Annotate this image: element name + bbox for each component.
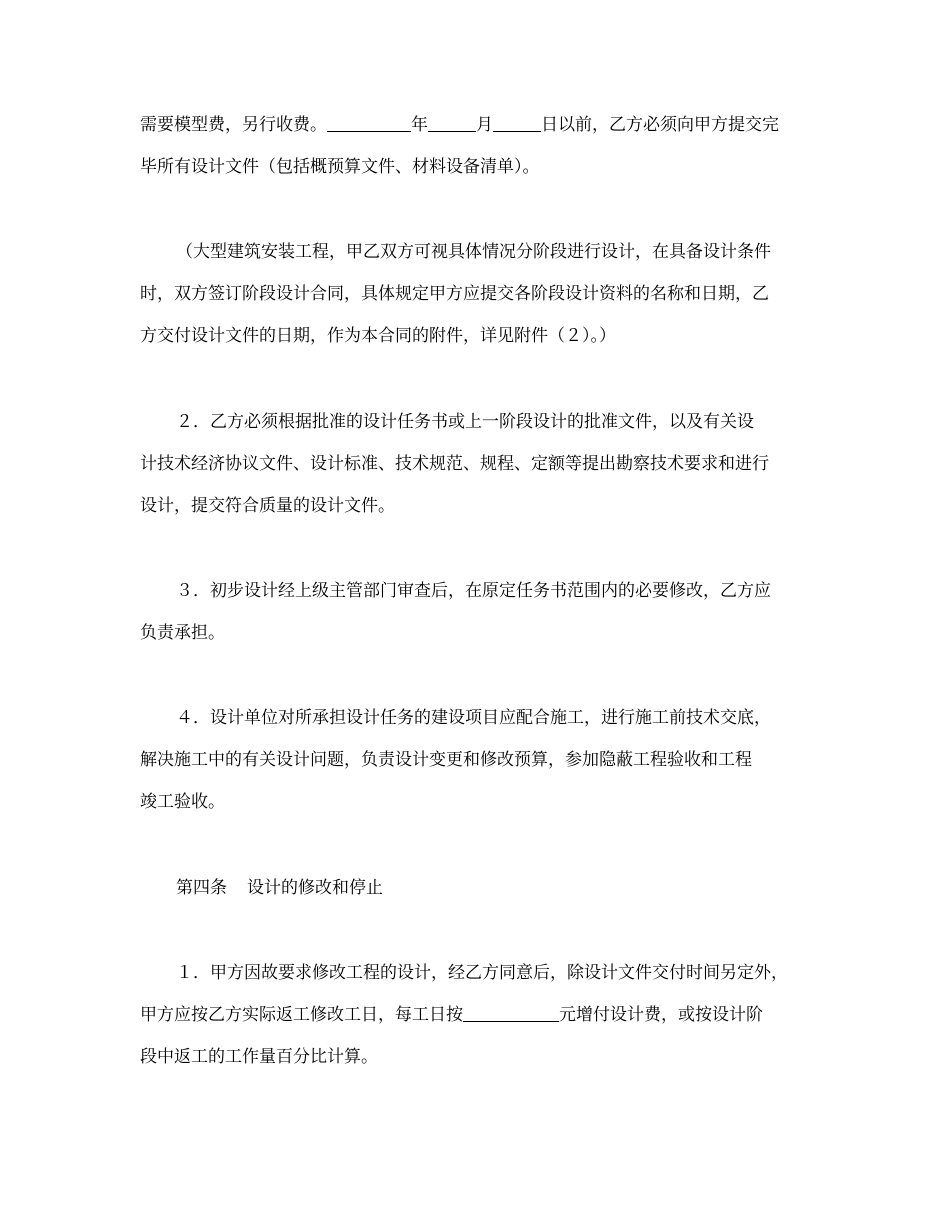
- paragraph-deadline: [140, 104, 820, 188]
- text-segment: 需要模型费，另行收费。: [140, 115, 327, 135]
- text-segment: 甲方应按乙方实际返工修改工日，每工日按: [140, 1005, 463, 1025]
- text-line: ２．乙方必须根据批准的设计任务书或上一阶段设计的批准文件，以及有关设: [176, 412, 754, 432]
- text-line: ３．初步设计经上级主管部门审查后，在原定任务书范围内的必要修改，乙方应: [176, 581, 771, 601]
- text-line: ４．设计单位对所承担设计任务的建设项目应配合施工，进行施工前技术交底，: [176, 708, 771, 728]
- text-segment: 元增付设计费，或按设计阶: [559, 1005, 763, 1025]
- text-segment: 月: [476, 115, 493, 135]
- paragraph-clause-2: [140, 401, 820, 527]
- text-line: 段中返工的工作量百分比计算。: [140, 1047, 378, 1067]
- text-line: [140, 867, 820, 909]
- text-line: 毕所有设计文件（包括概预算文件、材料设备清单）。: [140, 157, 540, 177]
- paragraph-phased-design: [140, 231, 820, 357]
- year-blank: [327, 111, 411, 132]
- text-line: 方交付设计文件的日期，作为本合同的附件，详见附件（２）。）: [140, 326, 616, 346]
- article-number: 第四条: [176, 878, 227, 898]
- paragraph-clause-3: [140, 570, 820, 654]
- text-line: [140, 994, 820, 1036]
- text-line: 负责承担。: [140, 623, 225, 643]
- paragraph-article4-clause-1: [140, 952, 820, 1078]
- text-line: 计技术经济协议文件、设计标准、技术规范、规程、定额等提出勘察技术要求和进行: [140, 454, 769, 474]
- section-heading: [140, 867, 820, 909]
- text-line: 时，双方签订阶段设计合同，具体规定甲方应提交各阶段设计资料的名称和日期，乙: [140, 284, 769, 304]
- day-blank: [493, 111, 541, 132]
- fee-blank: [463, 1001, 559, 1022]
- text-line: １．甲方因故要求修改工程的设计，经乙方同意后，除设计文件交付时间另定外，: [176, 963, 788, 983]
- article-title: 设计的修改和停止: [247, 878, 383, 898]
- text-line: 设计，提交符合质量的设计文件。: [140, 496, 395, 516]
- text-line: 竣工验收。: [140, 792, 225, 812]
- month-blank: [428, 111, 476, 132]
- text-line: 解决施工中的有关设计问题，负责设计变更和修改预算，参加隐蔽工程验收和工程: [140, 750, 752, 770]
- text-line: [140, 104, 820, 146]
- paragraph-clause-4: [140, 697, 820, 823]
- text-segment: 年: [411, 115, 428, 135]
- text-line: （大型建筑安装工程，甲乙双方可视具体情况分阶段进行设计，在具备设计条件: [176, 242, 771, 262]
- text-segment: 日以前，乙方必须向甲方提交完: [541, 115, 779, 135]
